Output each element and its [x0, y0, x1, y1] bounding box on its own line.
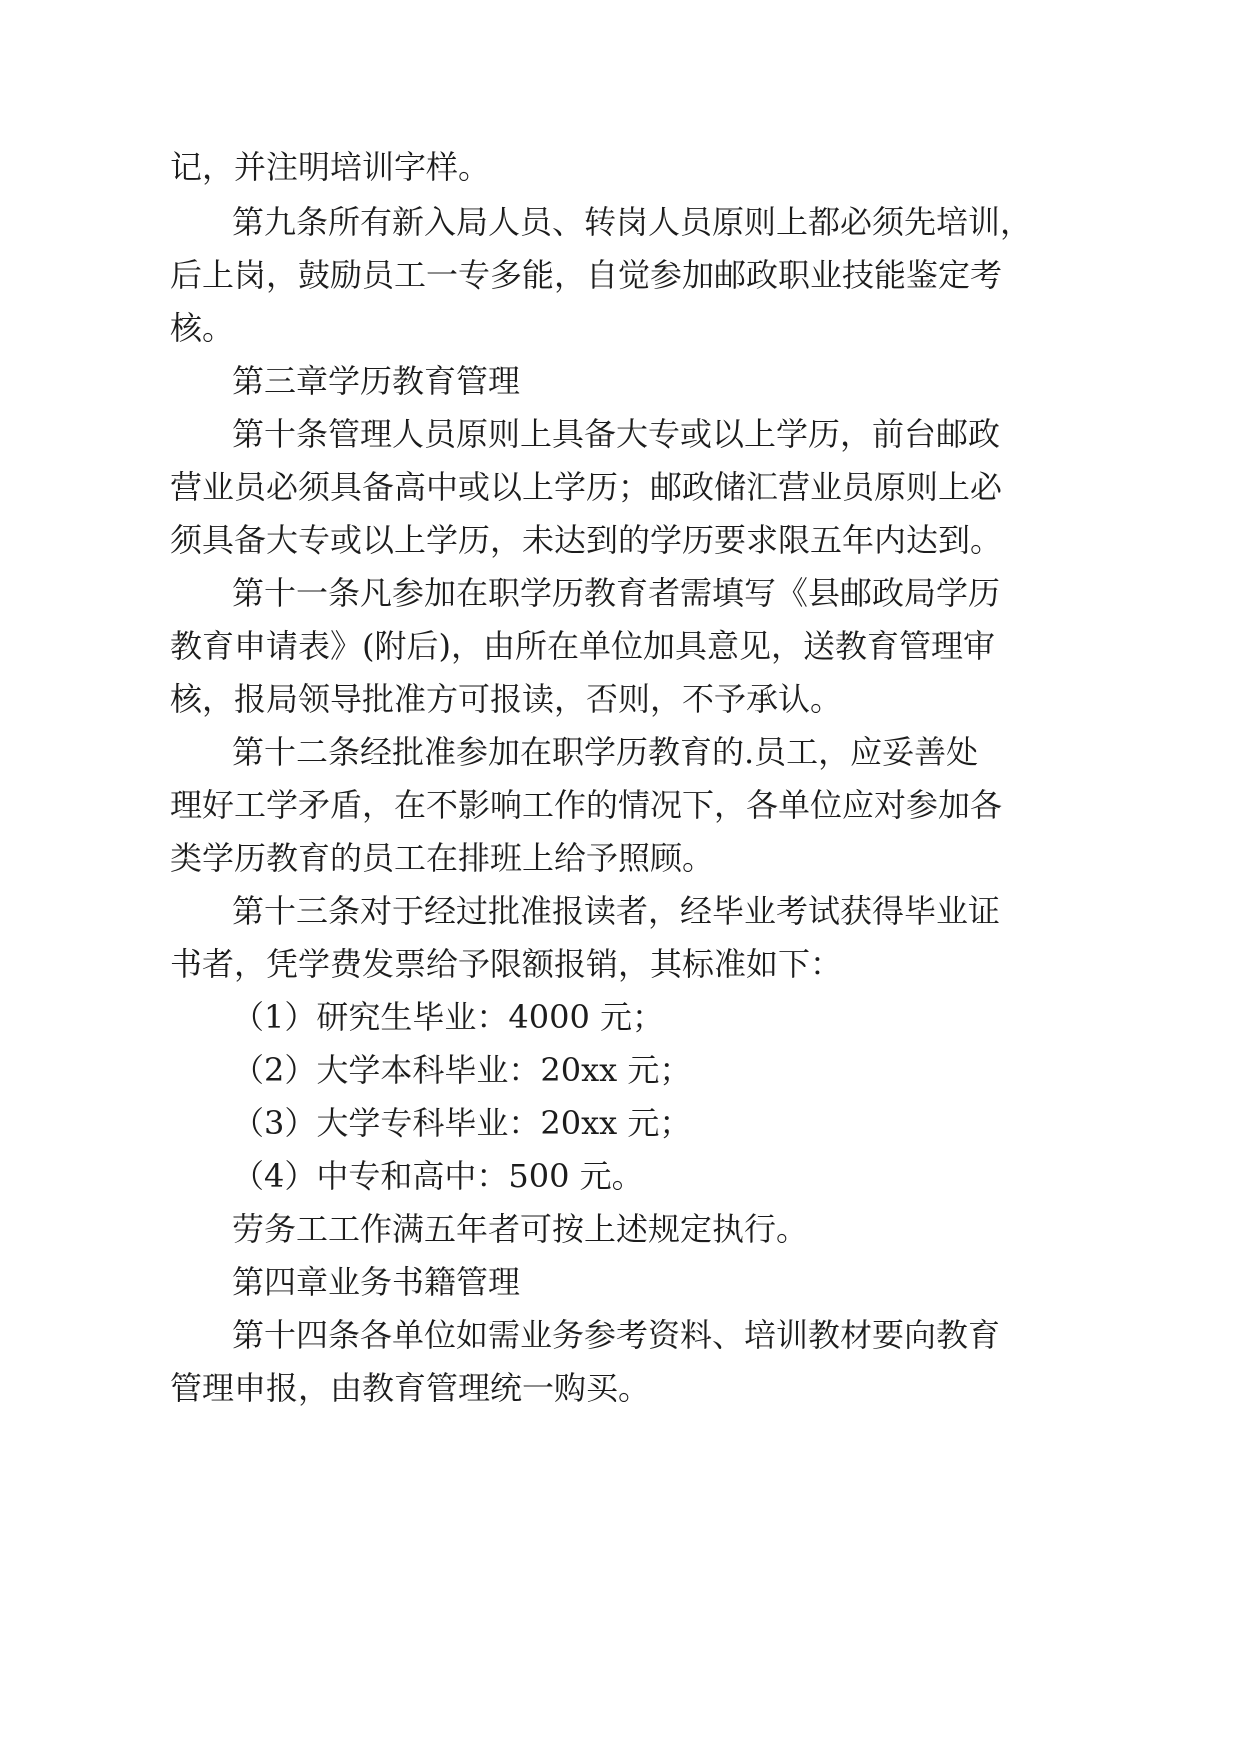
text-line: 后上岗，鼓励员工一专多能，自觉参加邮政职业技能鉴定考	[170, 256, 1003, 294]
text-line: 管理申报，由教育管理统一购买。	[170, 1369, 651, 1407]
text-line: 类学历教育的员工在排班上给予照顾。	[170, 839, 715, 877]
text-line: 书者，凭学费发票给予限额报销，其标准如下：	[170, 945, 843, 983]
text-line: 核，报局领导批准方可报读，否则，不予承认。	[170, 680, 843, 718]
list-item: （1）研究生毕业：4000 元；	[232, 998, 664, 1036]
chapter-heading: 第四章业务书籍管理	[232, 1263, 521, 1301]
text-line: 劳务工工作满五年者可按上述规定执行。	[232, 1210, 809, 1248]
list-item: （2）大学本科毕业：20xx 元；	[232, 1051, 692, 1089]
list-item: （3）大学专科毕业：20xx 元；	[232, 1104, 692, 1142]
text-line: 第十条管理人员原则上具备大专或以上学历，前台邮政	[232, 415, 1001, 453]
text-line: 须具备大专或以上学历，未达到的学历要求限五年内达到。	[170, 521, 1003, 559]
text-line: 第十二条经批准参加在职学历教育的.员工，应妥善处	[232, 733, 979, 771]
text-line: 第十三条对于经过批准报读者，经毕业考试获得毕业证	[232, 892, 1001, 930]
text-line: 核。	[170, 309, 235, 347]
text-line: 营业员必须具备高中或以上学历；邮政储汇营业员原则上必	[170, 468, 1003, 506]
list-item: （4）中专和高中：500 元。	[232, 1157, 644, 1195]
text-line: 理好工学矛盾，在不影响工作的情况下，各单位应对参加各	[170, 786, 1003, 824]
text-line: 第十一条凡参加在职学历教育者需填写《县邮政局学历	[232, 574, 1001, 612]
text-line: 记，并注明培训字样。	[170, 148, 491, 186]
text-line: 第十四条各单位如需业务参考资料、培训教材要向教育	[232, 1316, 1001, 1354]
chapter-heading: 第三章学历教育管理	[232, 362, 521, 400]
text-line: 第九条所有新入局人员、转岗人员原则上都必须先培训，	[232, 203, 1033, 241]
text-line: 教育申请表》(附后)，由所在单位加具意见，送教育管理审	[170, 627, 995, 665]
